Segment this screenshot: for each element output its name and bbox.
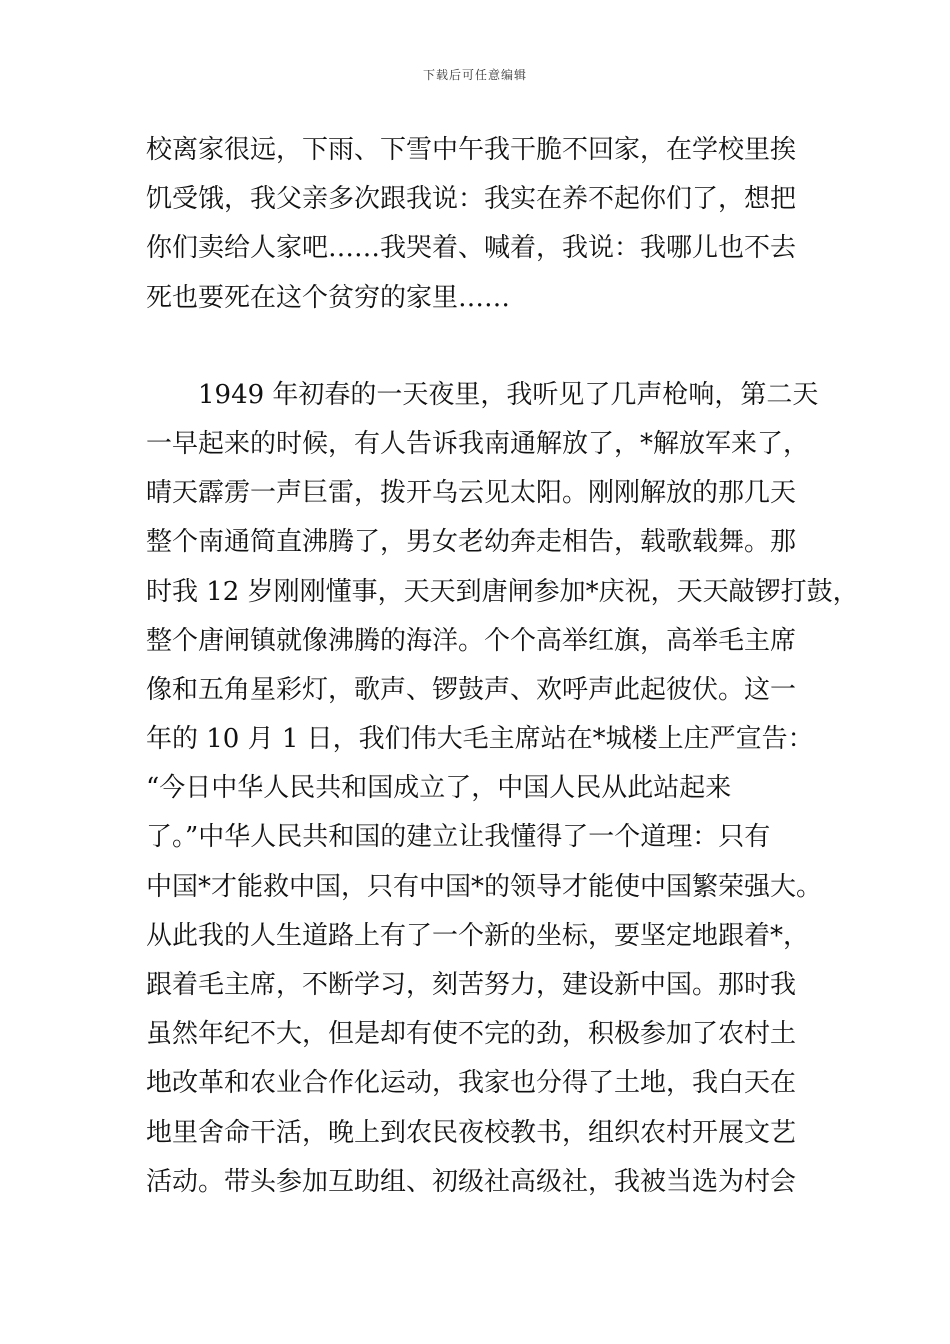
text-line: 饥受饿，我父亲多次跟我说：我实在养不起你们了，想把 [146,184,797,215]
text-line: 整个南通简直沸腾了，男女老幼奔走相告，载歌载舞。那 [146,527,797,558]
text-line: 像和五角星彩灯，歌声、锣鼓声、欢呼声此起彼伏。这一 [146,674,797,705]
text-line: 跟着毛主席，不断学习，刻苦努力，建设新中国。那时我 [146,970,797,1000]
text-line: 一早起来的时候，有人告诉我南通解放了，*解放军来了， [146,428,810,459]
document-body [146,126,859,1207]
paragraph-2 [146,371,859,1207]
text-line: 地改革和农业合作化运动，我家也分得了土地，我白天在 [146,1068,797,1099]
text-line: 地里舍命干活，晚上到农民夜校教书，组织农村开展文艺 [146,1117,797,1148]
text-line: 了。”中华人民共和国的建立让我懂得了一个道理：只有 [146,822,771,853]
paragraph-1 [146,126,816,323]
text-line: 整个唐闸镇就像沸腾的海洋。个个高举红旗，高举毛主席 [146,625,797,656]
text-line: 年的 10 月 1 日，我们伟大毛主席站在*城楼上庄严宣告： [146,724,814,755]
text-line: 死也要死在这个贫穷的家里…… [146,282,511,313]
text-line: 时我 12 岁刚刚懂事，天天到唐闸参加*庆祝，天天敲锣打鼓， [146,576,859,607]
text-line: “今日中华人民共和国成立了，中国人民从此站起来 [146,773,732,804]
page-header: 下载后可任意编辑 [422,68,527,82]
text-line: 从此我的人生道路上有了一个新的坐标，要坚定地跟着*， [146,920,810,951]
text-line: 校离家很远，下雨、下雪中午我干脆不回家，在学校里挨 [146,135,797,165]
text-line: 1949 年初春的一天夜里，我听见了几声枪响，第二天 [146,379,819,410]
text-line: 晴天霹雳一声巨雷，拨开乌云见太阳。刚刚解放的那几天 [146,478,797,509]
text-line: 你们卖给人家吧……我哭着、喊着，我说：我哪儿也不去 [146,233,797,264]
text-line: 活动。带头参加互助组、初级社高级社，我被当选为村会 [146,1166,797,1197]
text-line: 中国*才能救中国，只有中国*的领导才能使中国繁荣强大。 [146,871,823,902]
paragraph-gap [146,323,816,371]
text-line: 虽然年纪不大，但是却有使不完的劲，积极参加了农村土 [146,1019,797,1050]
